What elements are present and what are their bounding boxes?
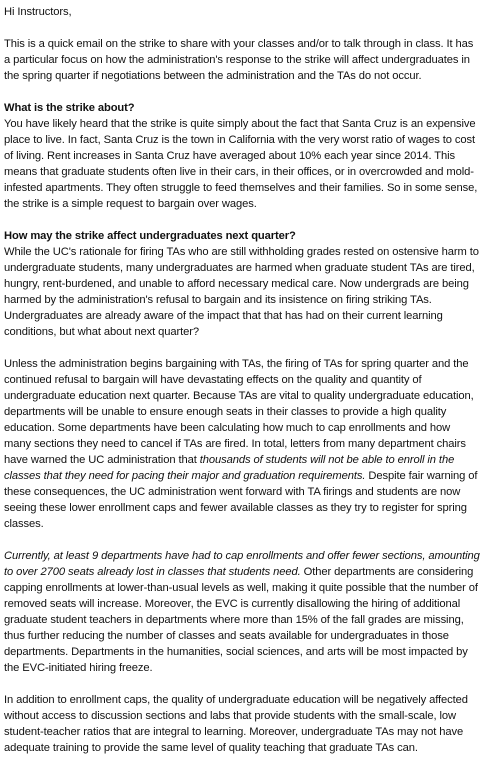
section-heading-strike-about: What is the strike about? xyxy=(4,102,135,114)
strike-about-paragraph: You have likely heard that the strike is quite simply about the fact that Santa Cruz is an expensive place to live. In fact, Santa Cruz is the town in California with the very worst ratio of wages to cost of living. Rent increases in Santa Cruz have averaged about 10% each year since 2014. This means that graduate students often live in their cars, in their offices, or in overcrowded and mold-infested apartments. They often struggle to feed themselves and their families. So in some sense, the strike is a simple request to bargain over wages. xyxy=(4,118,478,210)
quality-paragraph: In addition to enrollment caps, the quality of undergraduate education will be negatively affected without access to discussion sections and labs that provide students with the small-scale, low student-teacher ratios that are integral to learning. Moreover, undergraduate TAs may not have adequate training to provide the same level of quality teaching that graduate TAs can. xyxy=(4,694,468,754)
para3-italic: thousands of students will not be able to enroll in the classes that they need for pacing their major and graduation requirements. xyxy=(4,454,455,482)
email-body xyxy=(4,4,480,772)
enrollment-caps-paragraph xyxy=(4,548,480,676)
para3-text-b: Despite fair warning of these consequences, the UC administration went forward with TA firings and students are now seeing these lower enrollment caps and fewer available classes as they try to register for spring classes. xyxy=(4,470,478,530)
intro-paragraph: This is a quick email on the strike to share with your classes and/or to talk through in class. It has a particular focus on how the administration's response to the strike will affect undergraduates in the spring quarter if negotiations between the administration and the TAs do not occur. xyxy=(4,38,474,82)
para4-text: Other departments are considering capping enrollments at lower-than-usual levels as well, making it quite possible that the number of removed seats will increase. Moreover, the EVC is currently disallowing the hiring of additional graduate student teachers in departments where more than 15% of the fall grades are missing, thus further reducing the number of classes and seats available for undergraduates in those departments. Departments in the humanities, social sciences, and arts will be most impacted by the EVC-initiated hiring freeze. xyxy=(4,566,478,674)
section-heading-undergrad-impact: How may the strike affect undergraduates next quarter? xyxy=(4,230,296,242)
para4-italic: Currently, at least 9 departments have had to cap enrollments and offer fewer sections, amounting to over 2700 seats already lost in classes that students need. xyxy=(4,550,480,578)
administration-bargaining-paragraph xyxy=(4,356,480,532)
undergrad-impact-paragraph: While the UC's rationale for firing TAs who are still withholding grades rested on ostensive harm to undergraduate students, many undergraduates are harmed when graduate student TAs are tired, hungry, rent-burdened, and unable to afford necessary medical care. Now undergrads are being harmed by the administration's refusal to bargain and its insistence on firing striking TAs. Undergraduates are already aware of the impact that that has had on their current learning conditions, but what about next quarter? xyxy=(4,246,479,338)
greeting: Hi Instructors, xyxy=(4,6,72,18)
para3-text-a: Unless the administration begins bargaining with TAs, the firing of TAs for spring quarter and the continued refusal to bargain will have devastating effects on the quality and quantity of undergraduate education next quarter. Because TAs are vital to quality undergraduate education, departments will be unable to ensure enough seats in their classes to provide a high quality education. Some departments have been calculating how much to cap enrollments and how many sections they need to cancel if TAs are fired. In total, letters from many department chairs have warned the UC administration that xyxy=(4,358,474,466)
